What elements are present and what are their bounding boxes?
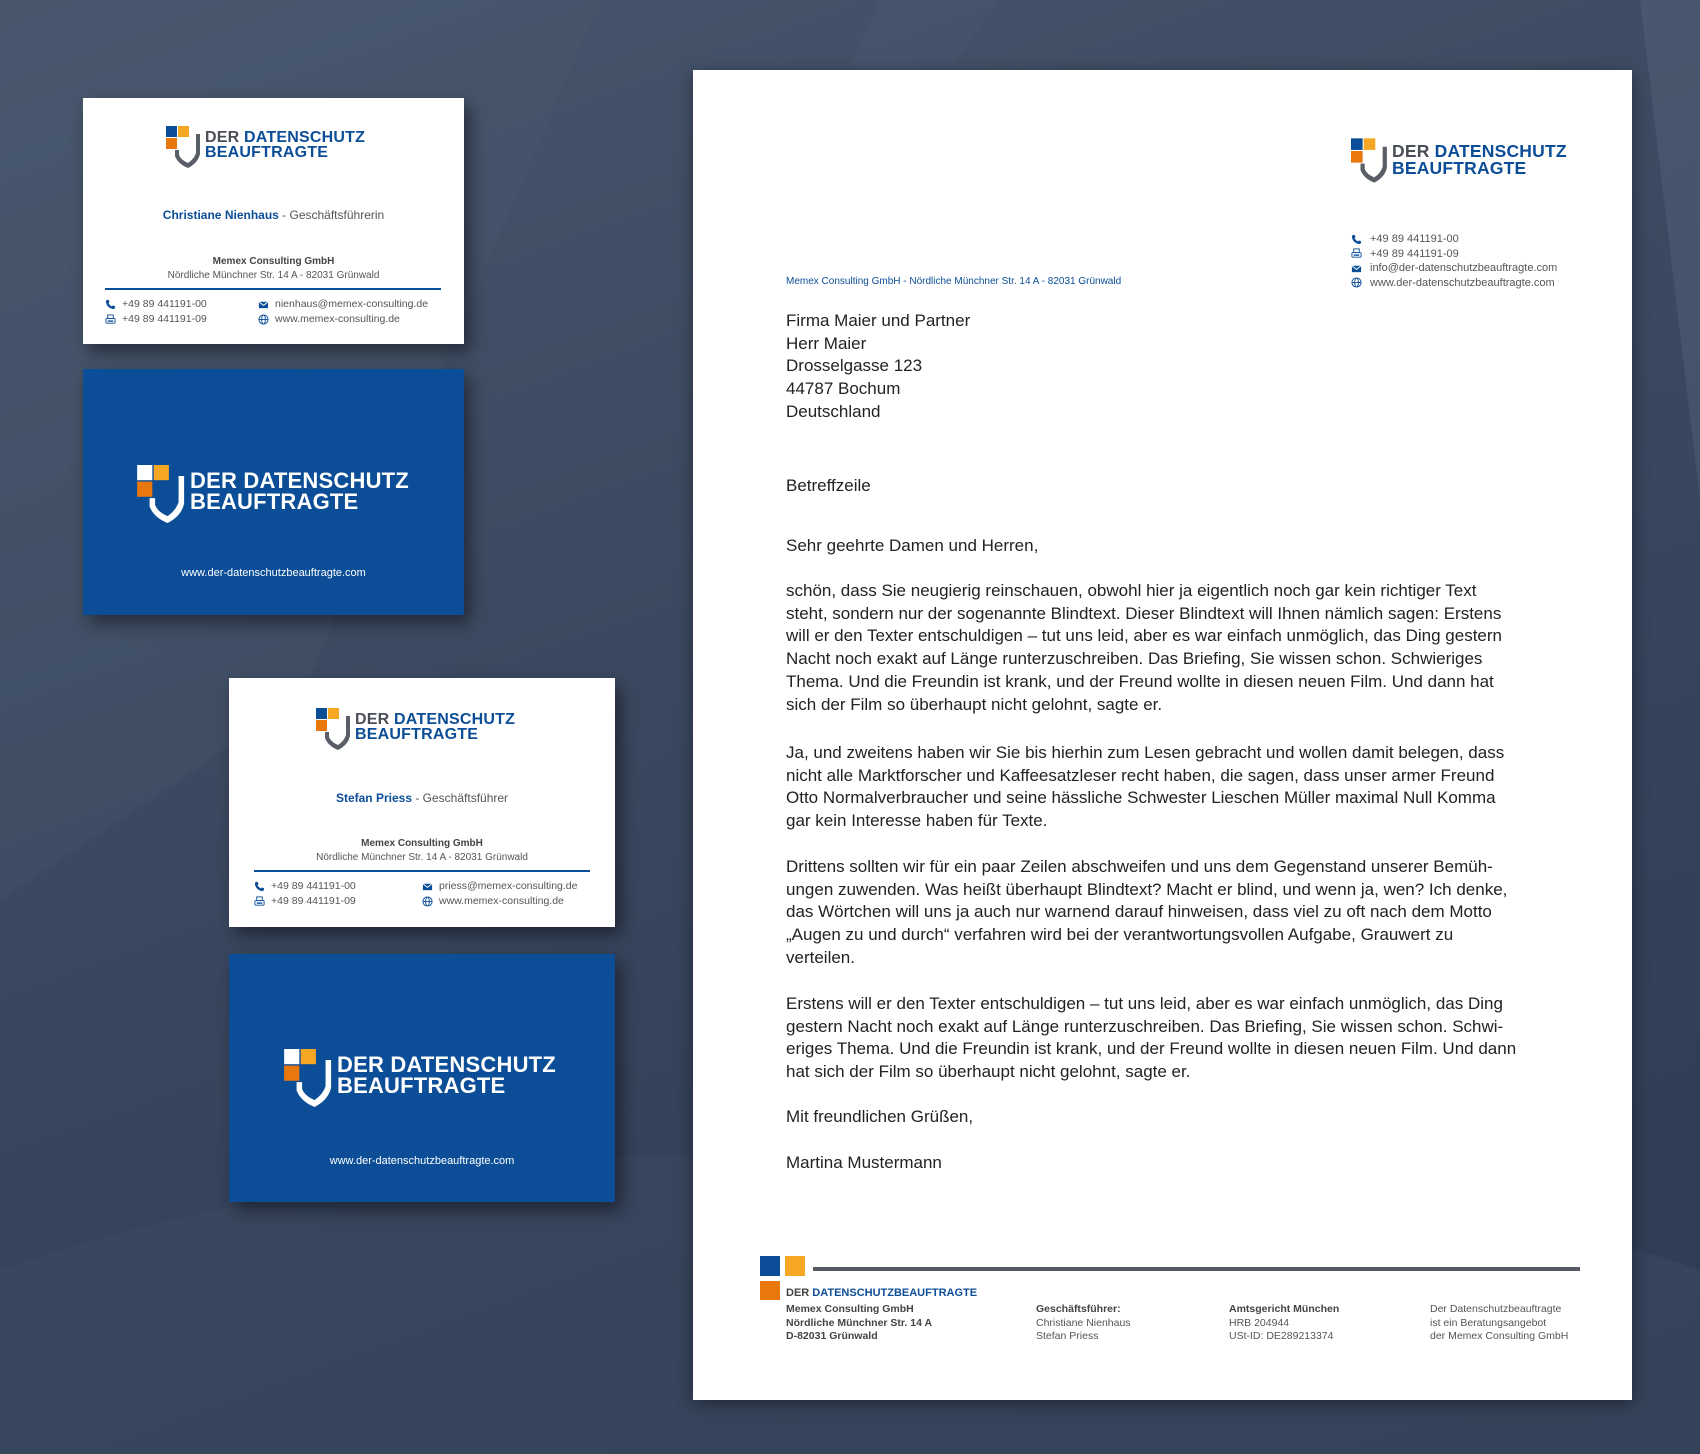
logo-word-beauftragte: BEAUFTRAGTE [205,144,329,162]
brand-logo [166,126,365,168]
card-person [229,791,615,805]
card-person [83,208,464,222]
phone-icon [1351,234,1362,245]
fax-icon [254,896,265,907]
letterhead-page [693,70,1632,1400]
footer-col-note [1430,1303,1568,1344]
card-company [229,837,615,865]
card-website: www.der-datenschutzbeauftragte.com [329,1155,515,1167]
logo-word-beauftragte: BEAUFTRAGTE [337,1072,506,1098]
logo-word-datenschutz: DATENSCHUTZ [243,468,409,493]
company-address: Nördliche Münchner Str. 14 A - 82031 Grünwald [316,852,528,863]
footer-line: Stefan Priess [1036,1330,1099,1342]
globe-icon [422,896,433,907]
fax-icon [1351,248,1362,259]
business-card-front-nienhaus [83,98,464,344]
header-contact [1351,232,1557,290]
body-paragraph: Ja, und zweitens haben wir Sie bis hierhin zum Lesen gebracht und wollen damit belegen, dass nicht alle Marktforscher und Kaffeesatzleser recht haben, die sagen, dass unser armer Freund Otto Normalverbraucher und seine hässliche Schwester Lieschen Müller maximal Null Komma gar kein Interesse haben für Texte. [786,743,1505,831]
card-contact-left [254,879,356,909]
logo-word-datenschutz: DATENSCHUTZ [1434,141,1567,161]
body-paragraph: Drittens sollten wir für ein paar Zeilen abschweifen und uns dem Gegenstand unserer Bemüh- ungen zuwenden. Was heißt überhaupt Blindtext? Macht er blind, und wenn ja, wen? Ich denke, das Wörtchen will uns ja auch nur warnend darauf hinweisen, dass viel zu oft nach dem Motto „Augen zu und durch“ verfahren wird bei der verantwortungsvollen Aufgabe, Grauwert zu verteilen. [786,857,1508,967]
company-name: Memex Consulting GmbH [361,838,483,849]
card-contact-right [258,297,428,327]
fax-number: +49 89 441191-09 [271,895,356,907]
card-contact-right [422,879,577,909]
footer-col-register [1229,1303,1339,1344]
signature-name: Martina Mustermann [786,1153,942,1172]
phone-icon [105,299,116,310]
subject-line: Betreffzeile [786,476,871,495]
recipient-line: 44787 Bochum [786,379,901,399]
shield-logo-icon [137,465,187,523]
footer-line: HRB 204944 [1229,1316,1290,1329]
business-card-back-1 [83,369,464,615]
company-address: Nördliche Münchner Str. 14 A - 82031 Grünwald [167,270,380,281]
shield-logo-icon [1351,138,1389,183]
fax-icon [105,314,116,325]
body-paragraph: schön, dass Sie neugierig reinschauen, obwohl hier ja eigentlich noch gar kein richtiger Text steht, sondern nur der sogenannte Blindtext. Dieser Blindtext will Ihnen nämlich sagen: Erstens will er den Texter entschuldigen – tut uns leid, aber es war einfach unmöglich, das Ding gestern Nacht noch exakt auf Länge runterzuschreiben. Das Briefing, Sie wissen schon. Schwieriges Thema. Und die Freundin ist krank, und der Freund wollte in diesen neuen Film. Und dann hat sich der Film so überhaupt nicht gelohnt, sagte er. [786,581,1502,714]
person-role: - Geschäftsführerin [278,208,385,222]
logo-word-beauftragte: BEAUFTRAGTE [1392,157,1527,178]
footer-col-company [786,1303,932,1344]
person-name: Stefan Priess [335,791,412,805]
brand-logo-white [284,1049,556,1107]
shield-logo-icon [284,1049,334,1107]
logo-word-der: DER [205,129,240,146]
recipient-line: Drosselgasse 123 [786,356,923,376]
recipient-address [786,310,970,424]
logo-word-der: DER [190,468,238,493]
logo-word-der: DER [355,711,390,728]
footer-line: Christiane Nienhaus [1036,1316,1131,1329]
shield-logo-icon [316,708,352,750]
footer-line: ist ein Beratungsangebot [1430,1316,1547,1329]
divider [254,870,590,872]
footer-line: D-82031 Grünwald [786,1330,878,1342]
logo-word-der: DER [1392,141,1430,161]
email-address: nienhaus@memex-consulting.de [275,298,429,310]
phone-number: +49 89 441191-00 [1370,233,1459,245]
footer-line: USt-ID: DE289213374 [1229,1330,1334,1342]
website: www.der-datenschutzbeauftragte.com [1370,276,1555,289]
business-card-front-priess [229,678,615,927]
email-address: info@der-datenschutzbeauftragte.com [1370,262,1558,274]
divider [105,288,441,290]
footer-title: Geschäftsführer: [1036,1303,1121,1315]
logo-word-datenschutz: DATENSCHUTZ [244,129,366,146]
sender-return-line: Memex Consulting GmbH - Nördliche Münchner Str. 14 A - 82031 Grünwald [786,276,1122,287]
company-name: Memex Consulting GmbH [212,256,335,267]
mail-icon [1351,263,1362,274]
body-paragraph: Erstens will er den Texter entschuldigen – tut uns leid, aber es war einfach unmöglich, das Ding gestern Nacht noch exakt auf Länge runterzuschreiben. Das Briefing, Sie wissen schon. Schwi- eriges Thema. Und die Freundin ist krank, und der Freund wollte in diesen neuen Film. Und dann hat sich der Film so überhaupt nicht gelohnt, sagte er. [786,994,1517,1082]
fax-number: +49 89 441191-09 [1370,247,1459,260]
business-card-back-2 [229,954,615,1202]
footer-line: Der Datenschutzbeauftragte [1430,1303,1562,1315]
logo-word-datenschutz: DATENSCHUTZ [390,1052,556,1077]
footer-title: Amtsgericht München [1229,1303,1340,1315]
footer-brand [786,1287,977,1299]
footer-line: der Memex Consulting GmbH [1430,1330,1569,1342]
brand-logo [1351,138,1567,183]
footer-divider [813,1267,1580,1271]
recipient-line: Herr Maier [786,333,867,353]
footer-brand-der: DER [786,1287,813,1299]
footer-line: Memex Consulting GmbH [786,1303,914,1315]
phone-icon [254,881,265,892]
card-contact-left [105,297,207,327]
shield-logo-icon [166,126,202,168]
mail-icon [422,881,433,892]
salutation: Sehr geehrte Damen und Herren, [786,536,1039,555]
website: www.memex-consulting.de [275,313,400,325]
footer-line: Nördliche Münchner Str. 14 A [786,1316,933,1329]
globe-icon [258,314,269,325]
globe-icon [1351,277,1362,288]
fax-number: +49 89 441191-09 [122,313,207,325]
recipient-line: Firma Maier und Partner [786,311,971,330]
person-role: - Geschäftsführer [412,791,509,805]
card-company [83,255,464,283]
website: www.memex-consulting.de [439,895,564,907]
closing: Mit freundlichen Grüßen, [786,1107,974,1126]
card-website: www.der-datenschutzbeauftragte.com [181,567,366,579]
phone-number: +49 89 441191-00 [122,298,207,310]
person-name: Christiane Nienhaus [162,208,279,222]
mail-icon [258,299,269,310]
brand-logo-white [137,465,409,523]
logo-word-der: DER [337,1052,385,1077]
footer-brand-name: DATENSCHUTZBEAUFTRAGTE [812,1287,978,1299]
footer-col-management [1036,1303,1131,1344]
phone-number: +49 89 441191-00 [271,880,356,892]
recipient-line: Deutschland [786,401,881,421]
logo-word-datenschutz: DATENSCHUTZ [394,711,516,728]
email-address: priess@memex-consulting.de [439,880,578,892]
brand-logo [316,708,515,750]
logo-word-beauftragte: BEAUFTRAGTE [355,726,479,744]
logo-word-beauftragte: BEAUFTRAGTE [190,488,359,514]
